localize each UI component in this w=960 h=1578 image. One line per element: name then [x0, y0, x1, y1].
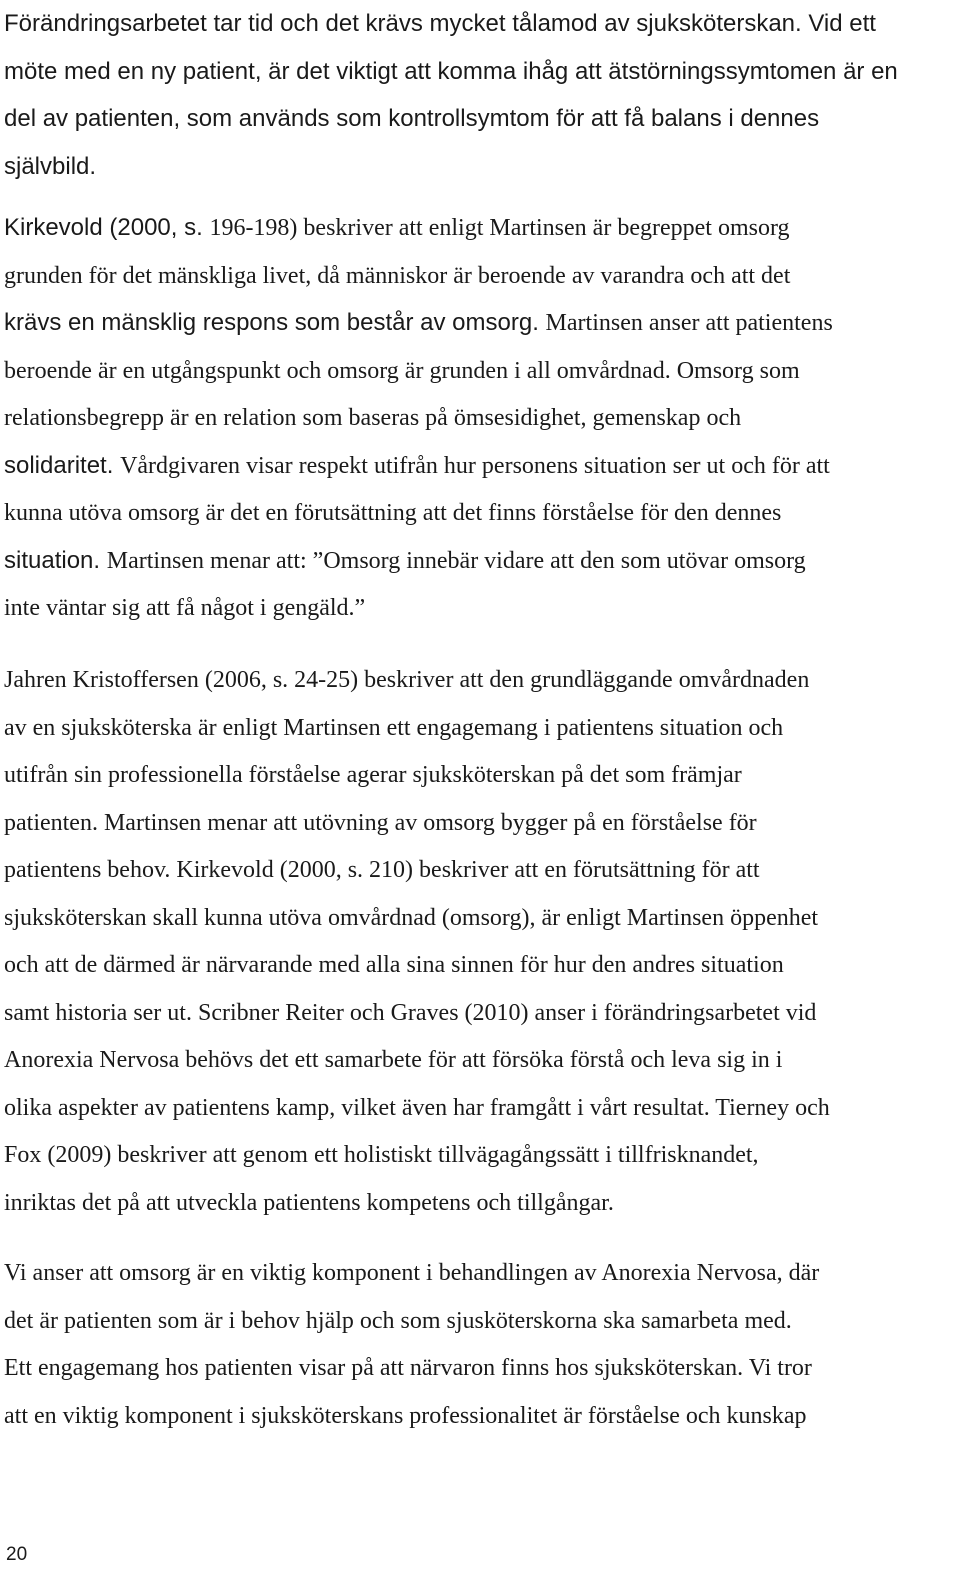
text-line — [4, 846, 830, 894]
text-line — [4, 1179, 830, 1227]
paragraph-jahren-kristoffersen — [4, 656, 830, 1226]
text-run: Jahren Kristoffersen (2006, s. — [4, 667, 295, 693]
text-run: Martinsen anser att patientens — [545, 310, 833, 336]
text-line — [4, 252, 833, 300]
text-run: Fox (2009) beskriver att genom ett holistiskt tillvägagångssätt i tillfrisknandet, — [4, 1142, 759, 1168]
text-line: möte med en ny patient, är det viktigt att komma ihåg att ätstörningssymtomen är en — [4, 57, 898, 85]
text-run: och att de därmed är närvarande med alla sina sinnen för hur den andres situation — [4, 952, 784, 978]
text-line — [4, 1084, 830, 1132]
paragraph-kirkevold-martinsen — [4, 204, 833, 632]
text-line — [4, 1036, 830, 1084]
text-run: av en sjuksköterska är enligt Martinsen ett engagemang i patientens situation och — [4, 714, 784, 741]
text-run: grunden för det mänskliga livet, då människor är beroende av varandra och att det — [4, 262, 791, 289]
text-run: beroende är en utgångspunkt och omsorg är grunden i all omvårdnad. Omsorg som — [4, 357, 800, 384]
text-line — [4, 347, 833, 395]
text-line: del av patienten, som används som kontrollsymtom för att få balans i dennes — [4, 105, 820, 132]
text-line — [4, 894, 830, 942]
text-line — [4, 799, 830, 847]
text-run: Anorexia Nervosa behövs det ett samarbete för att försöka förstå och leva sig in i — [4, 1047, 783, 1073]
text-run: inriktas det på att utveckla patientens kompetens och tillgångar. — [4, 1189, 614, 1216]
text-line — [4, 656, 830, 704]
text-run: relationsbegrepp är en relation som baseras på ömsesidighet, gemenskap och — [4, 405, 742, 431]
text-run: krävs en mänsklig respons som består av omsorg. — [4, 309, 546, 336]
text-run: sjuksköterskan skall kunna utöva omvårdnad (omsorg), är enligt Martinsen öppenhet — [4, 904, 819, 931]
text-run: patienten. Martinsen menar att utövning av omsorg bygger på en förståelse för — [4, 809, 757, 836]
text-line — [4, 442, 833, 490]
text-run: utifrån sin professionella förståelse agerar sjuksköterskan på det som främjar — [4, 762, 742, 788]
text-line — [4, 704, 830, 752]
text-line — [4, 394, 833, 442]
text-line — [4, 204, 833, 252]
page-number: 20 — [6, 1544, 28, 1565]
text-run: olika aspekter av patientens kamp, vilket även har framgått i vårt resultat. Tierney och — [4, 1094, 830, 1121]
text-line — [4, 989, 830, 1037]
text-line: det är patienten som är i behov hjälp och som sjusköterskorna ska samarbeta med. — [4, 1307, 792, 1334]
text-line: Vi anser att omsorg är en viktig komponent i behandlingen av Anorexia Nervosa, där — [4, 1260, 820, 1286]
text-line — [4, 1131, 830, 1179]
text-line: Förändringsarbetet tar tid och det krävs mycket tålamod av sjuksköterskan. Vid ett — [4, 10, 876, 37]
text-run: Vårdgivaren visar respekt utifrån hur personens situation ser ut och för att — [120, 452, 830, 479]
text-run: inte väntar sig att få något i gengäld.” — [4, 595, 366, 621]
text-line: att en viktig komponent i sjuksköterskans professionalitet är förståelse och kunskap — [4, 1402, 807, 1429]
text-run: Martinsen menar att: ”Omsorg innebär vidare att den som utövar omsorg — [106, 547, 806, 574]
text-line — [4, 299, 833, 347]
text-run: situation. — [4, 546, 107, 574]
text-run: samt historia ser ut. Scribner Reiter och Graves (2010) anser i förändringsarbetet vid — [4, 999, 817, 1026]
text-run: 210) beskriver att en förutsättning för att — [369, 857, 760, 883]
text-run: 196-198) beskriver att enligt Martinsen är begreppet omsorg — [209, 215, 790, 241]
text-run: Kirkevold (2000, s. — [4, 214, 210, 241]
text-line — [4, 941, 830, 989]
paragraph-conclusion — [4, 1250, 819, 1440]
text-line — [4, 584, 833, 632]
text-line — [4, 751, 830, 799]
text-run: kunna utöva omsorg är det en förutsättning att det finns förståelse för den dennes — [4, 500, 782, 526]
text-run: solidaritet. — [4, 451, 121, 479]
text-line — [4, 489, 833, 537]
text-run: patientens behov. Kirkevold (2000, s. — [4, 857, 370, 883]
text-line: självbild. — [4, 152, 97, 180]
text-line — [4, 537, 833, 585]
paragraph-change-work — [4, 0, 898, 190]
text-run: 24-25) beskriver att den grundläggande omvårdnaden — [294, 667, 810, 693]
text-line: Ett engagemang hos patienten visar på att närvaron finns hos sjuksköterskan. Vi tror — [4, 1355, 812, 1381]
